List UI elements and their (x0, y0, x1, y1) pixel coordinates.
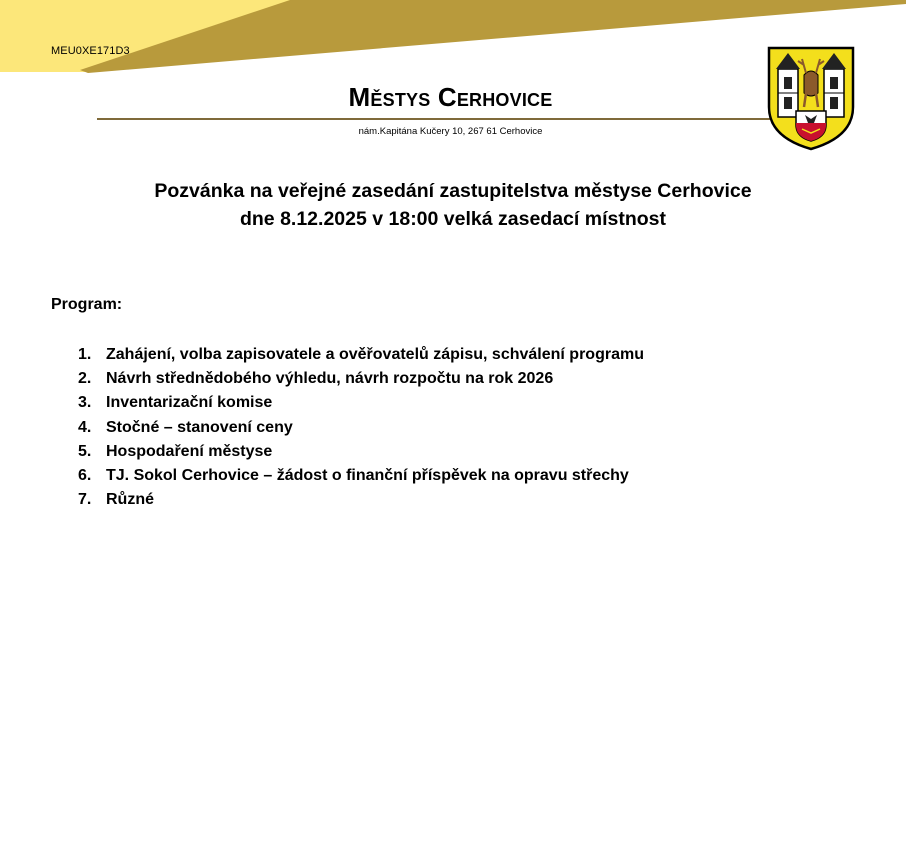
agenda-item (78, 418, 644, 442)
agenda-item-number: 6. (78, 466, 92, 484)
agenda-item-number: 4. (78, 418, 92, 436)
agenda-item-text: Stočné – stanovení ceny (106, 418, 293, 436)
invitation-line-1: Pozvánka na veřejné zasedání zastupitelstva městyse Cerhovice (154, 180, 752, 202)
document-id: MEU0XE171D3 (51, 45, 130, 57)
agenda-list (78, 345, 644, 514)
program-label: Program: (51, 296, 123, 313)
agenda-item-text: Různé (106, 491, 154, 509)
agenda-item-number: 5. (78, 442, 92, 460)
agenda-item (78, 345, 644, 369)
coat-of-arms-icon (766, 45, 856, 151)
agenda-item-number: 2. (78, 370, 92, 388)
agenda-item (78, 442, 644, 466)
eagle-shield-icon (796, 111, 826, 141)
agenda-item-text: Zahájení, volba zapisovatele a ověřovatelů zápisu, schválení programu (106, 346, 644, 363)
agenda-item (78, 393, 644, 417)
agenda-item-text: Inventarizační komise (106, 394, 273, 412)
agenda-item (78, 490, 644, 514)
invitation-heading (0, 177, 906, 233)
agenda-item-text: Návrh střednědobého výhledu, návrh rozpočtu na rok 2026 (106, 370, 554, 388)
title-divider (97, 118, 805, 120)
municipality-title: Městys Cerhovice (348, 82, 553, 112)
agenda-item (78, 466, 644, 490)
agenda-item-number: 3. (78, 394, 92, 412)
agenda-item-number: 1. (78, 346, 92, 363)
agenda-item-text: TJ. Sokol Cerhovice – žádost o finanční příspěvek na opravu střechy (106, 466, 629, 484)
agenda-item-text: Hospodaření městyse (106, 442, 273, 460)
municipality-address: nám.Kapitána Kučery 10, 267 61 Cerhovice (358, 126, 543, 137)
invitation-line-2: dne 8.12.2025 v 18:00 velká zasedací místnost (239, 208, 666, 230)
agenda-item (78, 369, 644, 393)
agenda-item-number: 7. (78, 491, 92, 509)
